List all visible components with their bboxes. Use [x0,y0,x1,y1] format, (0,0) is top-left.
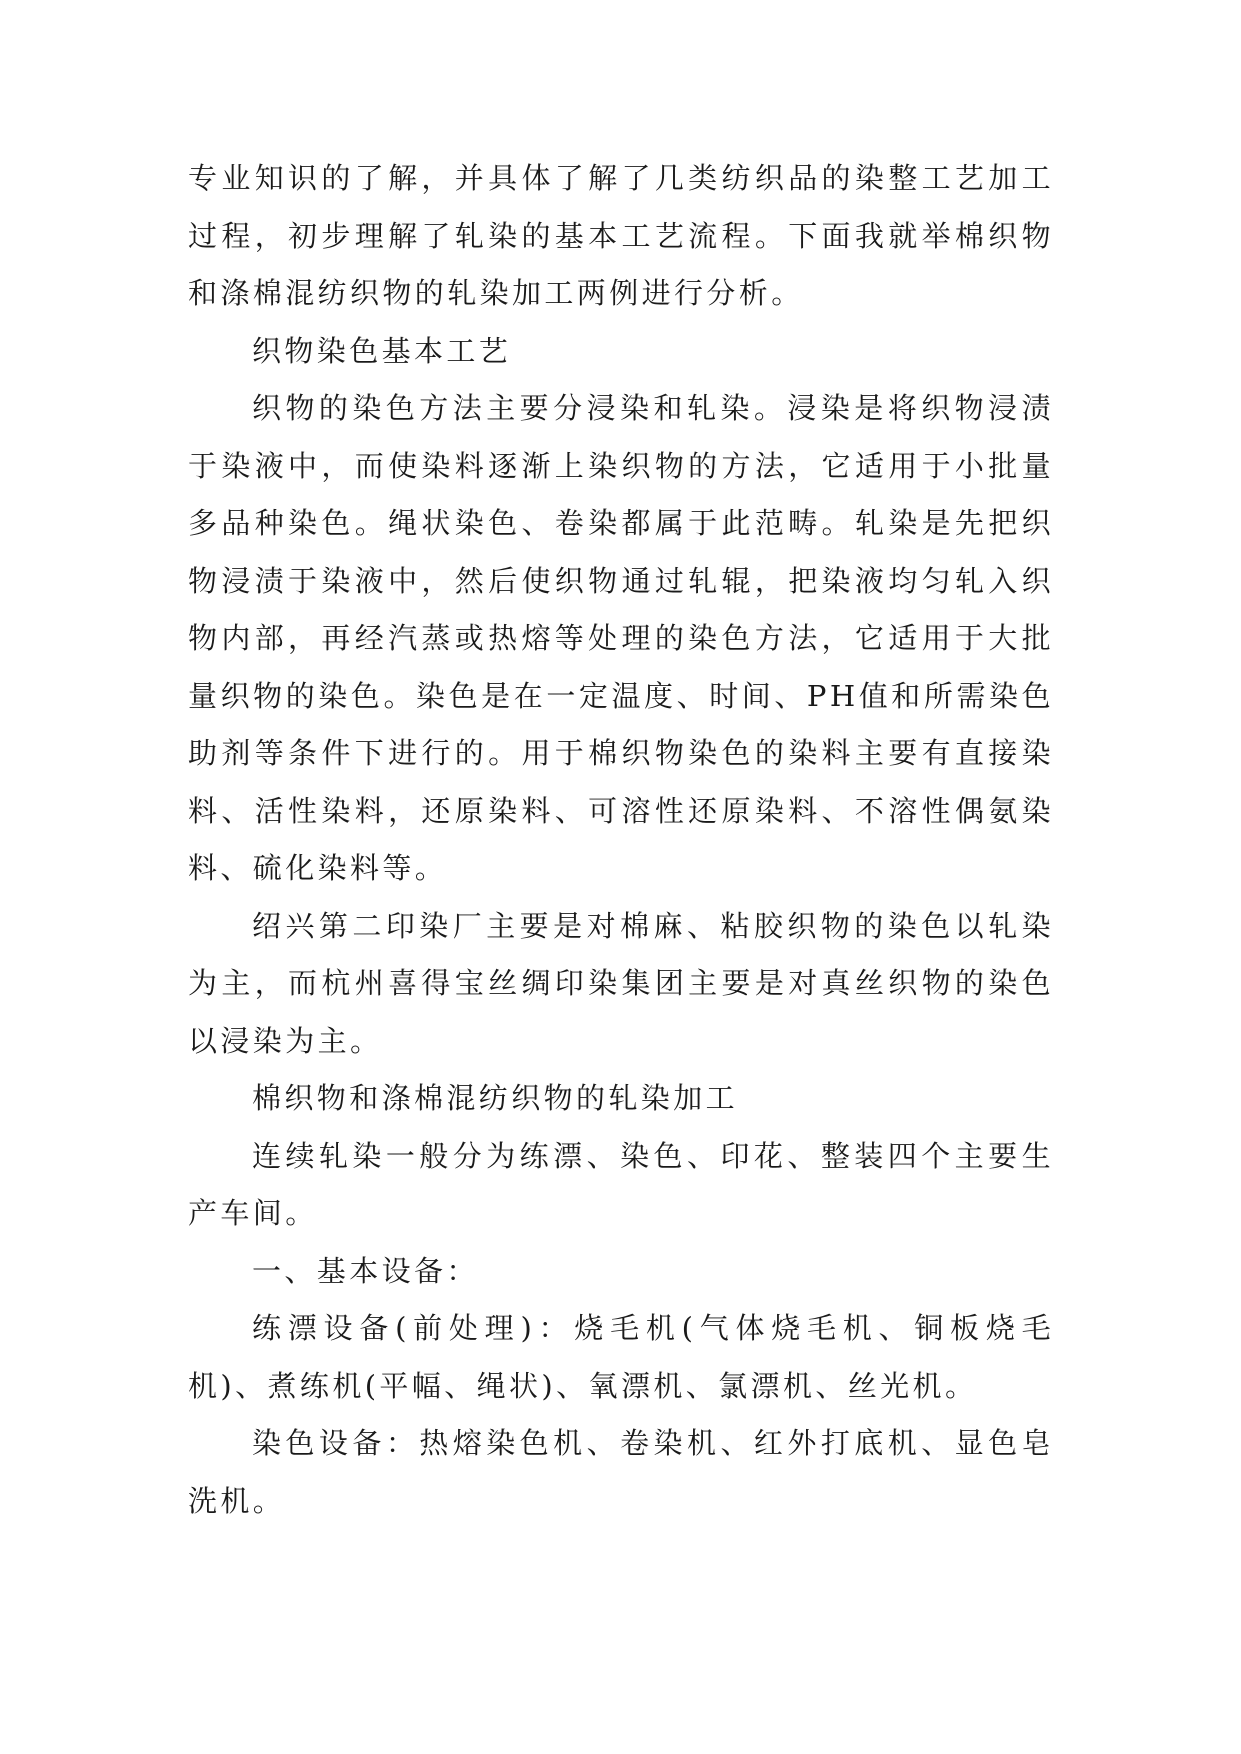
paragraph-continuation: 专业知识的了解，并具体了解了几类纺织品的染整工艺加工过程，初步理解了轧染的基本工艺流程。下面我就举棉织物和涤棉混纺织物的轧染加工两例进行分析。 [188,161,1054,310]
paragraph-dyeing-equipment: 染色设备：热熔染色机、卷染机、红外打底机、显色皂洗机。 [188,1426,1054,1518]
document-body [188,150,1054,1530]
paragraph-factories: 绍兴第二印染厂主要是对棉麻、粘胶织物的染色以轧染为主，而杭州喜得宝丝绸印染集团主要是对真丝织物的染色以浸染为主。 [188,908,1054,1058]
section-heading-equipment: 一、基本设备： [252,1253,479,1288]
section-heading-pad-dyeing: 棉织物和涤棉混纺织物的轧染加工 [252,1081,739,1115]
section-heading-dyeing-process: 织物染色基本工艺 [252,333,512,368]
paragraph-workshops: 连续轧染一般分为练漂、染色、印花、整装四个主要生产车间。 [188,1138,1054,1230]
paragraph-pretreatment-equipment: 练漂设备(前处理)：烧毛机(气体烧毛机、铜板烧毛机)、煮练机(平幅、绳状)、氧漂机、氯漂机、丝光机。 [188,1311,1054,1403]
paragraph-dyeing-methods: 织物的染色方法主要分浸染和轧染。浸染是将织物浸渍于染液中，而使染料逐渐上染织物的方法，它适用于小批量多品种染色。绳状染色、卷染都属于此范畴。轧染是先把织物浸渍于染液中，然后使织物通过轧辊，把染液均匀轧入织物内部，再经汽蒸或热熔等处理的染色方法，它适用于大批量织物的染色。染色是在一定温度、时间、PH值和所需染色助剂等条件下进行的。用于棉织物染色的染料主要有直接染料、活性染料，还原染料、可溶性还原染料、不溶性偶氨染料、硫化染料等。 [188,391,1054,885]
